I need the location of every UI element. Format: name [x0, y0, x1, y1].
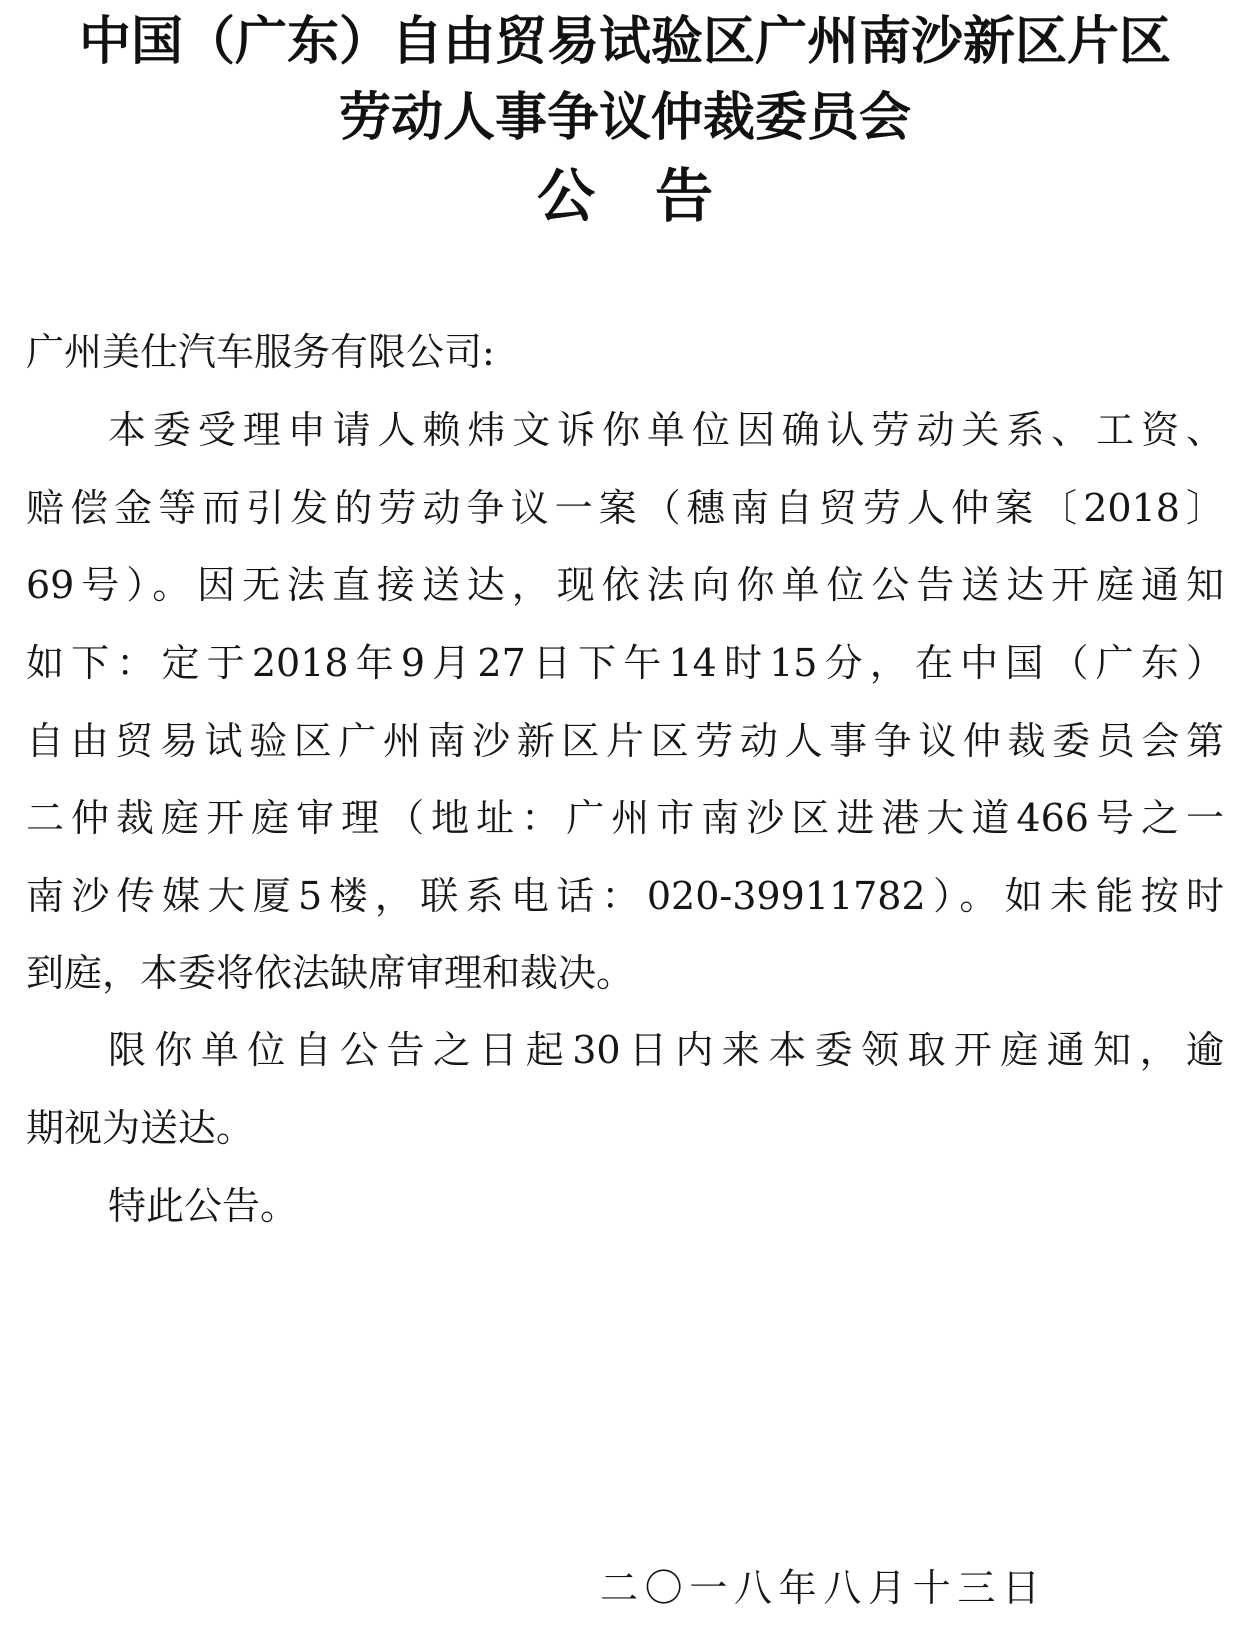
- issuer-title-line1: 中国（广东）自由贸易试验区广州南沙新区片区: [78, 12, 1171, 72]
- paragraph1-line: 南沙传媒大厦5楼，联系电话：020-39911782）。如未能按时: [26, 874, 1224, 918]
- issue-date: 二〇一八年八月十三日: [600, 1566, 1040, 1610]
- notice-heading: 公告: [536, 162, 773, 230]
- paragraph2-line: 限你单位自公告之日起30日内来本委领取开庭通知，逾: [108, 1028, 1224, 1072]
- closing-statement: 特此公告。: [108, 1184, 299, 1228]
- addressee: 广州美仕汽车服务有限公司:: [26, 330, 495, 374]
- paragraph1-line: 二仲裁庭开庭审理（地址：广州市南沙区进港大道466号之一: [26, 796, 1224, 840]
- paragraph1-line: 69号）。因无法直接送达，现依法向你单位公告送达开庭通知: [26, 563, 1224, 607]
- paragraph2-line: 期视为送达。: [26, 1106, 255, 1150]
- paragraph1-line: 到庭，本委将依法缺席审理和裁决。: [26, 951, 635, 995]
- issuer-title-line2: 劳动人事争议仲裁委员会: [338, 88, 911, 148]
- paragraph1-line: 自由贸易试验区广州南沙新区片区劳动人事争议仲裁委员会第: [26, 719, 1224, 763]
- paragraph1-line: 赔偿金等而引发的劳动争议一案（穗南自贸劳人仲案〔2018〕: [26, 486, 1224, 530]
- paragraph1-line: 本委受理申请人赖炜文诉你单位因确认劳动关系、工资、: [108, 408, 1224, 452]
- paragraph1-line: 如下：定于2018年9月27日下午14时15分，在中国（广东）: [26, 641, 1224, 685]
